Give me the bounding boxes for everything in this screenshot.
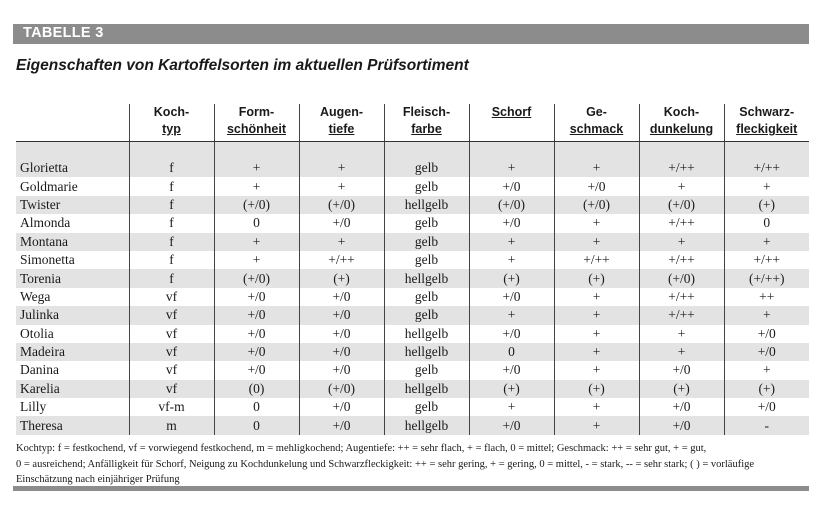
- table-cell: (+): [724, 196, 809, 214]
- table-cell: +: [724, 306, 809, 324]
- table-spacer-row: [16, 142, 809, 160]
- table-cell: +/0: [214, 343, 299, 361]
- bottom-rule: [13, 486, 809, 491]
- table-cell: 0: [214, 214, 299, 232]
- table-cell: +/0: [469, 288, 554, 306]
- table-cell: (+/0): [214, 269, 299, 287]
- footnote-line: 0 = ausreichend; Anfälligkeit für Schorf, Neigung zu Kochdunkelung und Schwarzfleckigkeit: ++ = sehr gering, + = gering, 0 = mittel, - = stark, -- = sehr stark; ( ) = vorläufige: [16, 458, 755, 470]
- table-cell: vf: [129, 325, 214, 343]
- variety-name-cell: Montana: [16, 233, 129, 251]
- table-cell: +: [554, 306, 639, 324]
- header-cell-blank: [16, 104, 129, 142]
- table-cell: +/0: [299, 214, 384, 232]
- table-cell: vf: [129, 288, 214, 306]
- table-row: [16, 214, 809, 232]
- table-header-row: [16, 104, 809, 142]
- table-cell: gelb: [384, 159, 469, 177]
- variety-name-cell: Madeira: [16, 343, 129, 361]
- table-number: TABELLE 3: [23, 25, 104, 41]
- table-cell: +/0: [214, 288, 299, 306]
- table-cell: f: [129, 177, 214, 195]
- table-cell: hellgelb: [384, 380, 469, 398]
- table-cell: +: [639, 343, 724, 361]
- table-cell: 0: [724, 214, 809, 232]
- variety-name-cell: Danina: [20, 362, 59, 378]
- table-cell: +/0: [639, 398, 724, 416]
- table-cell: gelb: [384, 288, 469, 306]
- table-cell: -: [724, 416, 809, 434]
- table-cell: gelb: [384, 361, 469, 379]
- table-cell: f: [129, 196, 214, 214]
- table-cell: +: [469, 398, 554, 416]
- table-cell: 0: [469, 343, 554, 361]
- variety-name-cell: Torenia: [16, 269, 129, 287]
- table-cell: +/++: [639, 214, 724, 232]
- column-header: Schwarz- fleckigkeit: [724, 104, 809, 142]
- table-cell: +/++: [724, 251, 809, 269]
- table-cell: vf: [129, 361, 214, 379]
- table-cell: f: [129, 214, 214, 232]
- table-cell: +: [554, 214, 639, 232]
- table-cell: +: [554, 343, 639, 361]
- table-cell: m: [129, 416, 214, 434]
- table-cell: +: [724, 361, 809, 379]
- table-cell: +/0: [299, 361, 384, 379]
- table-cell: +: [469, 306, 554, 324]
- table-row: [16, 159, 809, 177]
- table-cell: +/0: [299, 398, 384, 416]
- table-cell: (+): [469, 269, 554, 287]
- table-cell: +: [469, 251, 554, 269]
- table-cell: gelb: [384, 398, 469, 416]
- table-row: [16, 398, 809, 416]
- table-cell: +/++: [639, 306, 724, 324]
- table-row: [16, 196, 809, 214]
- table-cell: +/++: [724, 159, 809, 177]
- table-cell: +: [554, 361, 639, 379]
- table-cell: +/0: [724, 343, 809, 361]
- table-cell: +/++: [554, 251, 639, 269]
- table-cell: gelb: [384, 306, 469, 324]
- table-row: [16, 269, 809, 287]
- variety-name-cell: Goldmarie: [20, 178, 78, 194]
- table-cell: +/0: [214, 361, 299, 379]
- table-cell: +/0: [469, 214, 554, 232]
- table-cell: +/0: [214, 306, 299, 324]
- table-row: [16, 325, 809, 343]
- table-cell: (+): [554, 269, 639, 287]
- table-banner: [13, 24, 809, 44]
- table-cell: +/0: [554, 177, 639, 195]
- table-cell: ++: [724, 288, 809, 306]
- table-cell: +: [724, 233, 809, 251]
- table-cell: vf: [129, 380, 214, 398]
- variety-name-cell: Almonda: [20, 215, 71, 231]
- variety-name-cell: Twister: [16, 196, 129, 214]
- table-row: [16, 251, 809, 269]
- table-row: [16, 416, 809, 434]
- variety-name-cell: Lilly: [20, 399, 47, 415]
- column-header: Koch- typ: [129, 104, 214, 142]
- table-cell: +: [554, 233, 639, 251]
- table-cell: +: [639, 233, 724, 251]
- table-cell: +/0: [299, 306, 384, 324]
- table-cell: +: [554, 398, 639, 416]
- table-cell: +: [214, 233, 299, 251]
- table-row: [16, 380, 809, 398]
- table-cell: f: [129, 233, 214, 251]
- table-cell: +/0: [214, 325, 299, 343]
- table-cell: +/0: [724, 325, 809, 343]
- table-cell: (+): [299, 269, 384, 287]
- table-cell: +: [724, 177, 809, 195]
- potato-varieties-table: [16, 104, 809, 435]
- table-cell: gelb: [384, 251, 469, 269]
- table-cell: (+): [554, 380, 639, 398]
- table-cell: +: [639, 325, 724, 343]
- table-row: [16, 288, 809, 306]
- table-cell: +/++: [639, 251, 724, 269]
- table-cell: +: [299, 233, 384, 251]
- table-cell: +: [299, 159, 384, 177]
- column-header: Ge- schmack: [554, 104, 639, 142]
- table-cell: (+/++): [724, 269, 809, 287]
- table-cell: +: [554, 325, 639, 343]
- table-cell: +/0: [299, 343, 384, 361]
- table-row: [16, 177, 809, 195]
- table-row: [16, 343, 809, 361]
- table-cell: +: [554, 288, 639, 306]
- table-cell: +: [469, 159, 554, 177]
- table-cell: gelb: [384, 177, 469, 195]
- table-cell: (+): [639, 380, 724, 398]
- table-cell: +/++: [639, 159, 724, 177]
- table-cell: +: [214, 251, 299, 269]
- table-cell: +/0: [639, 361, 724, 379]
- table-cell: +/0: [469, 325, 554, 343]
- table-cell: (0): [214, 380, 299, 398]
- footnote-line: Kochtyp: f = festkochend, vf = vorwiegend festkochend, m = mehligkochend; Augentiefe: ++ = sehr flach, + = flach, 0 = mittel; Geschmack: ++ = sehr gut, + = gut,: [16, 443, 707, 454]
- table-cell: hellgelb: [384, 343, 469, 361]
- table-cell: (+/0): [469, 196, 554, 214]
- table-cell: (+/0): [299, 196, 384, 214]
- column-header: Fleisch- farbe: [384, 104, 469, 142]
- table-row: [16, 361, 809, 379]
- table-title: Eigenschaften von Kartoffelsorten im aktuellen Prüfsortiment: [16, 57, 469, 74]
- table-cell: gelb: [384, 214, 469, 232]
- variety-name-cell: Wega: [20, 288, 51, 304]
- table-row: [16, 233, 809, 251]
- table-body: [16, 142, 809, 435]
- table-cell: +/0: [299, 288, 384, 306]
- table-cell: (+/0): [639, 269, 724, 287]
- table-cell: gelb: [384, 233, 469, 251]
- table-cell: f: [129, 159, 214, 177]
- table-cell: vf-m: [129, 398, 214, 416]
- table-footnote: [16, 441, 806, 488]
- table-cell: +/0: [469, 361, 554, 379]
- table-cell: +/0: [724, 398, 809, 416]
- table-row: [16, 306, 809, 324]
- table-cell: (+/0): [299, 380, 384, 398]
- table-cell: hellgelb: [384, 196, 469, 214]
- variety-name-cell: Simonetta: [20, 252, 75, 268]
- table-cell: +/0: [469, 416, 554, 434]
- column-header: Form- schönheit: [214, 104, 299, 142]
- table-cell: vf: [129, 306, 214, 324]
- table-cell: (+/0): [214, 196, 299, 214]
- table-cell: +: [554, 416, 639, 434]
- table-cell: +/0: [299, 325, 384, 343]
- table-cell: (+): [724, 380, 809, 398]
- table-cell: f: [129, 251, 214, 269]
- table-cell: +/0: [639, 416, 724, 434]
- table-cell: +/0: [299, 416, 384, 434]
- table-cell: +/++: [639, 288, 724, 306]
- table-cell: (+/0): [554, 196, 639, 214]
- column-header: Koch- dunkelung: [639, 104, 724, 142]
- variety-name-cell: Karelia: [16, 380, 129, 398]
- footnote-line: Einschätzung nach einjähriger Prüfung: [16, 474, 180, 485]
- table-cell: (+/0): [639, 196, 724, 214]
- variety-name-cell: Glorietta: [16, 159, 129, 177]
- table-cell: +: [639, 177, 724, 195]
- table-cell: +: [214, 159, 299, 177]
- table-cell: +: [214, 177, 299, 195]
- table-cell: hellgelb: [384, 416, 469, 434]
- table-cell: hellgelb: [384, 269, 469, 287]
- variety-name-cell: Theresa: [16, 416, 129, 434]
- table-cell: +/0: [469, 177, 554, 195]
- table-cell: +/++: [299, 251, 384, 269]
- table-cell: hellgelb: [384, 325, 469, 343]
- variety-name-cell: Otolia: [20, 325, 54, 341]
- table-cell: (+): [469, 380, 554, 398]
- column-header: Augen- tiefe: [299, 104, 384, 142]
- table-cell: +: [299, 177, 384, 195]
- table-cell: 0: [214, 416, 299, 434]
- table-cell: +: [554, 159, 639, 177]
- table-cell: +: [469, 233, 554, 251]
- table-cell: f: [129, 269, 214, 287]
- table-cell: vf: [129, 343, 214, 361]
- column-header: Schorf: [469, 104, 554, 142]
- variety-name-cell: Julinka: [16, 306, 129, 324]
- table-cell: 0: [214, 398, 299, 416]
